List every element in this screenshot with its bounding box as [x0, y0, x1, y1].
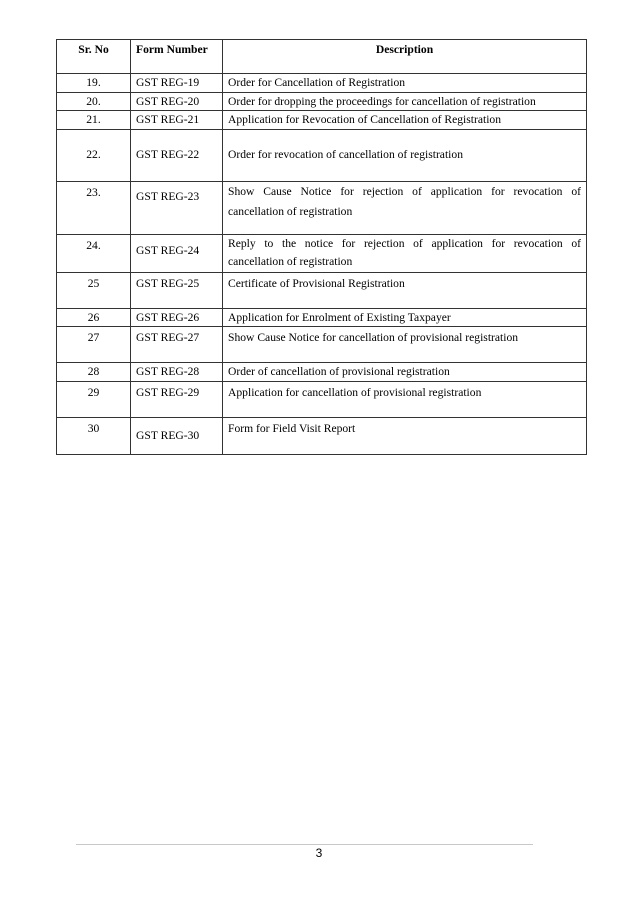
header-sr-no: Sr. No — [57, 40, 131, 74]
table-header-row — [57, 40, 587, 74]
description-cell: Reply to the notice for rejection of application for revocation of cancellation of registration — [223, 234, 587, 272]
table-row — [57, 272, 587, 308]
description-cell: Application for Revocation of Cancellation of Registration — [223, 111, 587, 130]
form-number-cell: GST REG-22 — [131, 129, 223, 181]
sr-no-cell: 30 — [57, 417, 131, 454]
table-row — [57, 234, 587, 272]
table-row — [57, 181, 587, 234]
sr-no-cell: 22. — [57, 129, 131, 181]
form-number-cell: GST REG-24 — [131, 234, 223, 272]
sr-no-cell: 27 — [57, 327, 131, 363]
table-row — [57, 417, 587, 454]
table-row — [57, 308, 587, 327]
description-cell: Form for Field Visit Report — [223, 417, 587, 454]
header-description: Description — [223, 40, 587, 74]
description-cell: Show Cause Notice for rejection of application for revocation of cancellation of registration — [223, 181, 587, 234]
table-row — [57, 381, 587, 417]
form-number-cell: GST REG-25 — [131, 272, 223, 308]
sr-no-cell: 20. — [57, 92, 131, 111]
form-number-cell: GST REG-29 — [131, 381, 223, 417]
description-cell: Order for Cancellation of Registration — [223, 74, 587, 93]
sr-no-cell: 19. — [57, 74, 131, 93]
sr-no-cell: 28 — [57, 363, 131, 382]
description-cell: Order of cancellation of provisional registration — [223, 363, 587, 382]
sr-no-cell: 21. — [57, 111, 131, 130]
footer-divider — [76, 844, 533, 845]
sr-no-cell: 23. — [57, 181, 131, 234]
form-number-cell: GST REG-19 — [131, 74, 223, 93]
form-number-cell: GST REG-28 — [131, 363, 223, 382]
description-cell: Application for cancellation of provisional registration — [223, 381, 587, 417]
sr-no-cell: 29 — [57, 381, 131, 417]
sr-no-cell: 24. — [57, 234, 131, 272]
form-number-cell: GST REG-23 — [131, 181, 223, 234]
description-cell: Order for revocation of cancellation of registration — [223, 129, 587, 181]
table-row — [57, 129, 587, 181]
form-number-cell: GST REG-20 — [131, 92, 223, 111]
header-form-number: Form Number — [131, 40, 223, 74]
forms-table — [56, 39, 587, 455]
description-cell: Certificate of Provisional Registration — [223, 272, 587, 308]
table-row — [57, 92, 587, 111]
table-row — [57, 74, 587, 93]
table-row — [57, 111, 587, 130]
table-row — [57, 363, 587, 382]
page-number: 3 — [315, 846, 323, 860]
description-cell: Application for Enrolment of Existing Taxpayer — [223, 308, 587, 327]
form-number-cell: GST REG-30 — [131, 417, 223, 454]
form-number-cell: GST REG-21 — [131, 111, 223, 130]
form-number-cell: GST REG-27 — [131, 327, 223, 363]
sr-no-cell: 26 — [57, 308, 131, 327]
description-cell: Order for dropping the proceedings for cancellation of registration — [223, 92, 587, 111]
sr-no-cell: 25 — [57, 272, 131, 308]
form-number-cell: GST REG-26 — [131, 308, 223, 327]
description-cell: Show Cause Notice for cancellation of provisional registration — [223, 327, 587, 363]
table-row — [57, 327, 587, 363]
